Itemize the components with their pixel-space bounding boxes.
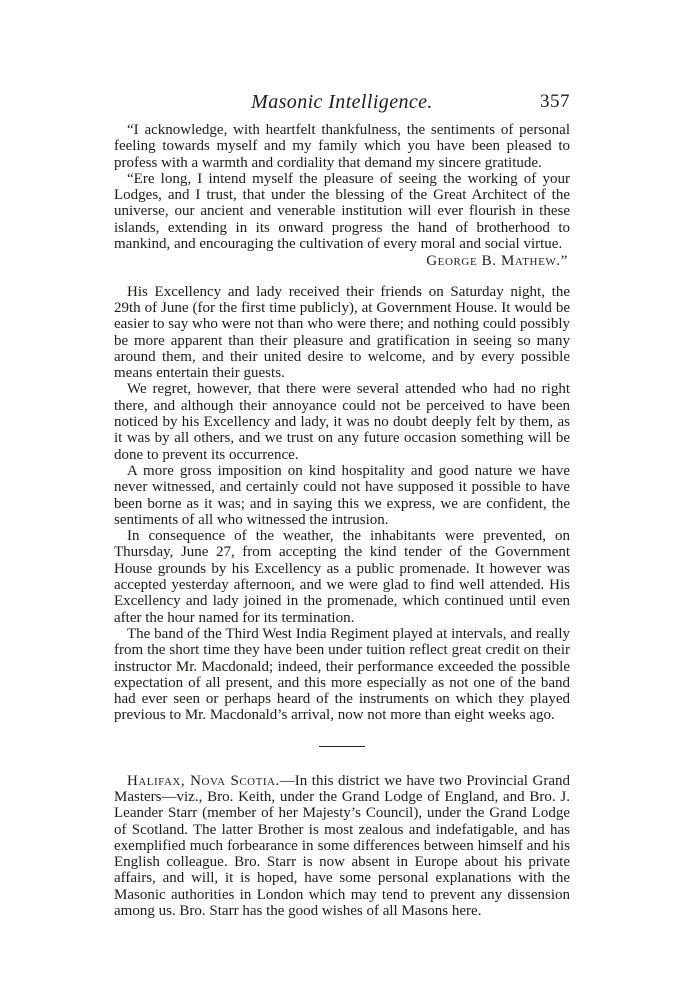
letter-paragraph: “I acknowledge, with heartfelt thankfulness, the sentiments of personal feeling towards myself and my family which you have been pleased to profess with a warmth and cordiality that demand my sincere gratitude. xyxy=(114,122,570,171)
report-paragraph: The band of the Third West India Regiment played at intervals, and really from the short time they have been under tuition reflect great credit on their instructor Mr. Macdonald; indeed, their performance exceeded the possible expectation of all present, and this more especially as not one of the band had ever seen or perhaps heard of the instruments on which they played previous to Mr. Macdonald’s arrival, now not more than eight weeks ago. xyxy=(114,625,570,724)
letter-signature: George B. Mathew.” xyxy=(426,253,568,270)
report-paragraph: A more gross imposition on kind hospitality and good nature we have never witnessed, and certainly could not have supposed it possible to have been borne as it was; and in saying this we express, we are confident, the sentiments of all who witnessed the intrusion. xyxy=(114,462,570,528)
halifax-section xyxy=(114,773,570,920)
book-page xyxy=(114,88,570,919)
letter-paragraph: “Ere long, I intend myself the pleasure of seeing the working of your Lodges, and I trust, that under the blessing of the Great Architect of the universe, our ancient and venerable institution will ever flourish in these islands, extending in its onward progress the hand of brotherhood to mankind, and encouraging the cultivation of every moral and social virtue. xyxy=(114,170,570,253)
halifax-paragraph xyxy=(114,773,570,920)
report-paragraph: We regret, however, that there were several attended who had no right there, and although their annoyance could not be perceived to have been noticed by his Excellency and lady, it was no doubt deeply felt by them, as it was by all others, and we trust on any future occasion something will be done to prevent its occurrence. xyxy=(114,381,570,463)
letter-section xyxy=(114,122,570,270)
report-section xyxy=(114,284,570,724)
running-head xyxy=(114,88,570,116)
page-number: 357 xyxy=(540,91,570,112)
running-title: Masonic Intelligence. xyxy=(251,91,433,113)
halifax-place-heading: Halifax, Nova Scotia. xyxy=(127,772,280,789)
report-paragraph: His Excellency and lady received their friends on Saturday night, the 29th of June (for the first time publicly), at Government House. It would be easier to say who were not than who were there; and nothing could possibly be more apparent than their pleasure and gratification in seeing so many around them, and their united desire to welcome, and by every possible means entertain their guests. xyxy=(114,283,570,382)
section-divider xyxy=(319,746,365,747)
report-paragraph: In consequence of the weather, the inhabitants were prevented, on Thursday, June 27, from accepting the kind tender of the Government House grounds by his Excellency as a public promenade. It however was accepted yesterday afternoon, and we were glad to find well attended. His Excellency and lady joined in the promenade, which continued until even after the hour named for its termination. xyxy=(114,528,570,626)
halifax-body: —In this district we have two Provincial Grand Masters—viz., Bro. Keith, under the Grand Lodge of England, and Bro. J. Leander Starr (member of her Majesty’s Council), under the Grand Lodge of Scotland. The latter Brother is most zealous and indefatigable, and has exemplified much forbearance in some differences between himself and his English colleague. Bro. Starr is now absent in Europe about his private affairs, and will, it is hoped, have some personal explanations with the Masonic authorities in London which may tend to prevent any dissension among us. Bro. Starr has the good wishes of all Masons here. xyxy=(114,772,570,920)
